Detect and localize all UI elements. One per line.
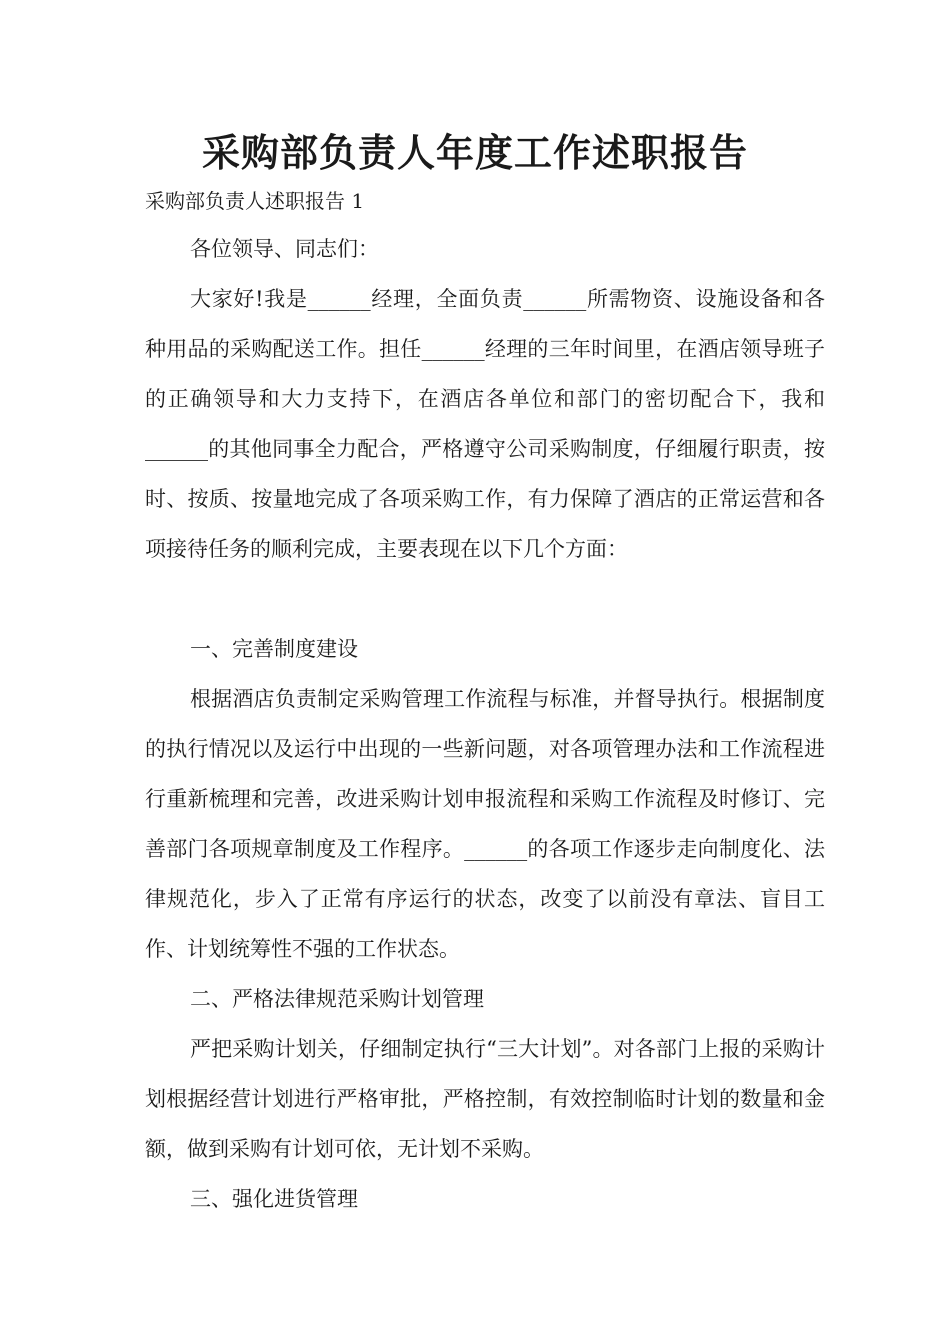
section-body-1: 根据酒店负责制定采购管理工作流程与标准，并督导执行。根据制度的执行情况以及运行中出现的一些新问题，对各项管理办法和工作流程进行重新梳理和完善，改进采购计划申报流程和采购工作流程及时修订、完善部门各项规章制度及工作程序。______的各项工作逐步走向制度化、法律规范化，步入了正常有序运行的状态，改变了以前没有章法、盲目工作、计划统筹性不强的工作状态。 [145,687,825,961]
section-heading-2: 二、严格法律规范采购计划管理 [190,987,484,1011]
section-body-2: 严把采购计划关，仔细制定执行“三大计划”。对各部门上报的采购计划根据经营计划进行严格审批，严格控制，有效控制临时计划的数量和金额，做到采购有计划可依，无计划不采购。 [145,1037,825,1161]
greeting-paragraph: 各位领导、同志们： [190,237,379,261]
document-title: 采购部负责人年度工作述职报告 [201,131,748,175]
intro-paragraph: 大家好!我是______经理，全面负责______所需物资、设施设备和各种用品的采购配送工作。担任______经理的三年时间里，在酒店领导班子的正确领导和大力支持下，在酒店各单位和部门的密切配合下，我和______的其他同事全力配合，严格遵守公司采购制度，仔细履行职责，按时、按质、按量地完成了各项采购工作，有力保障了酒店的正常运营和各项接待任务的顺利完成，主要表现在以下几个方面： [145,287,825,561]
report-subtitle: 采购部负责人述职报告 1 [145,189,365,213]
section-heading-3: 三、强化进货管理 [190,1187,358,1211]
section-heading-1: 一、完善制度建设 [190,637,358,661]
